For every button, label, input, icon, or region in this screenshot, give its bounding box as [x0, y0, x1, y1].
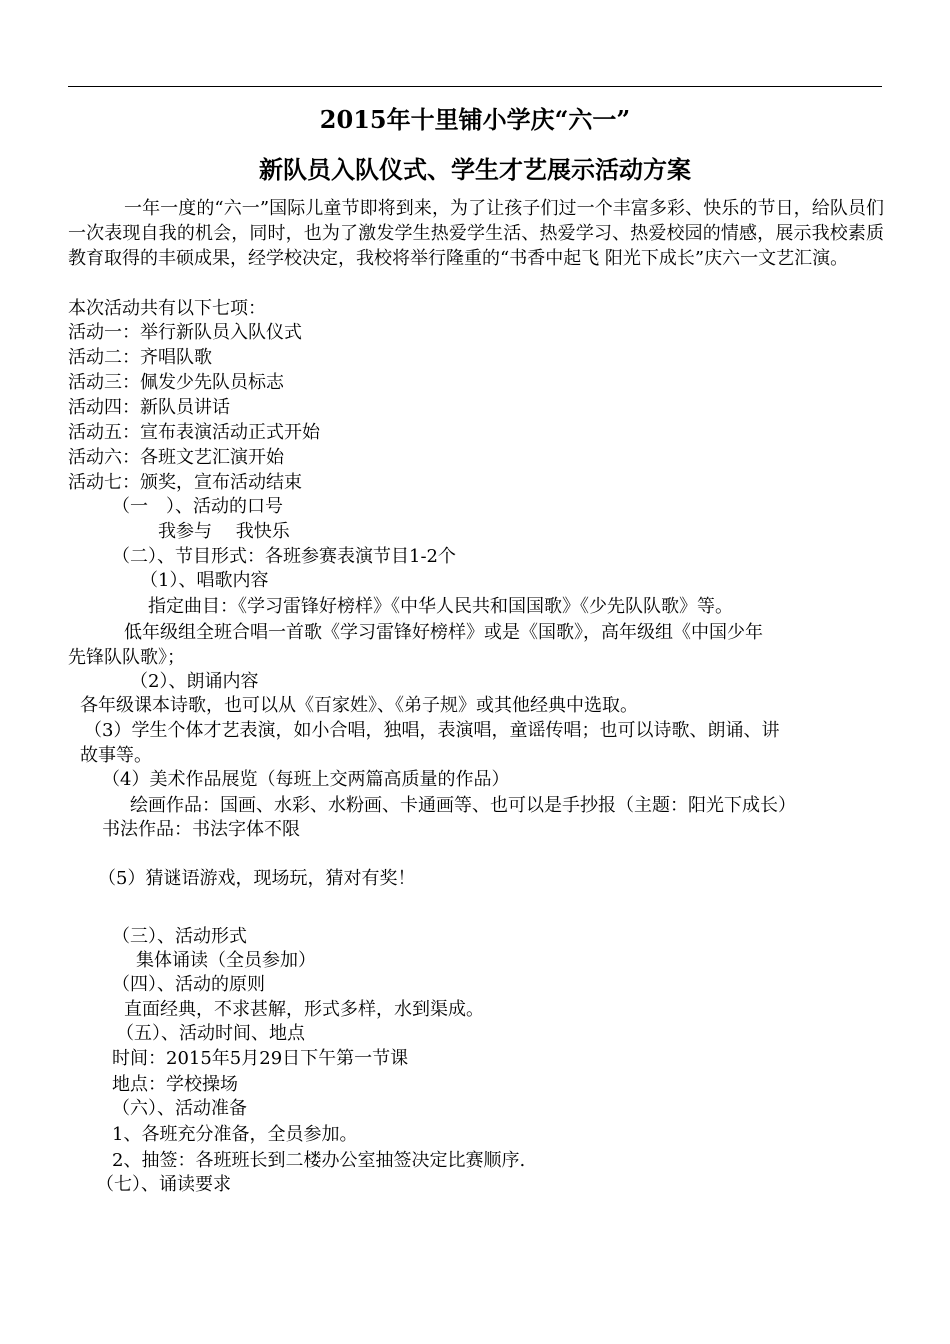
- section-2-3-cont: 故事等。: [80, 745, 152, 766]
- section-5-time: 时间：2015年5月29日下午第一节课: [112, 1048, 409, 1069]
- section-6-item: 1、各班充分准备，全员参加。: [112, 1124, 358, 1145]
- section-1-slogan: 我参与 我快乐: [158, 521, 290, 542]
- intro-paragraph: 一年一度的“六一”国际儿童节即将到来，为了让孩子们过一个丰富多彩、快乐的节日，给队员们一次表现自我的机会，同时，也为了激发学生热爱学生活、热爱学习、热爱校园的情感，展示我校素质教育取得的丰硕成果，经学校决定，我校将举行隆重的“书香中起飞 阳光下成长”庆六一文艺汇演。: [68, 198, 884, 269]
- section-2-heading: （二）、节目形式：各班参赛表演节目1-2个: [112, 546, 456, 567]
- header-rule: [68, 86, 882, 87]
- activity-item: 活动二：齐唱队歌: [68, 347, 212, 368]
- section-2-2-detail: 各年级课本诗歌，也可以从《百家姓》、《弟子规》或其他经典中选取。: [80, 695, 638, 716]
- activity-item: 活动一：举行新队员入队仪式: [68, 322, 302, 343]
- activity-item: 活动五：宣布表演活动正式开始: [68, 422, 320, 443]
- section-5-heading: （五）、活动时间、地点: [116, 1023, 305, 1044]
- section-4-detail: 直面经典，不求甚解，形式多样，水到渠成。: [124, 999, 484, 1020]
- section-2-1-detail-cont: 先锋队队歌》；: [68, 647, 185, 668]
- section-3-detail: 集体诵读（全员参加）: [136, 950, 316, 971]
- section-5-place: 地点：学校操场: [112, 1074, 238, 1095]
- section-2-1-heading: （1）、唱歌内容: [140, 570, 269, 591]
- section-2-4-calligraphy: 书法作品：书法字体不限: [102, 819, 300, 840]
- document-title-line-1: 2015年十里铺小学庆“六一”: [319, 105, 631, 134]
- section-3-heading: （三）、活动形式: [112, 926, 247, 947]
- section-2-3: （3）学生个体才艺表演，如小合唱，独唱，表演唱，童谣传唱；也可以诗歌、朗诵、讲: [84, 720, 780, 741]
- document-title-line-2: 新队员入队仪式、学生才艺展示活动方案: [259, 155, 691, 184]
- activity-item: 活动六：各班文艺汇演开始: [68, 447, 284, 468]
- activity-item: 活动四：新队员讲话: [68, 397, 230, 418]
- section-2-5: （5）猜谜语游戏，现场玩，猜对有奖！: [98, 868, 416, 889]
- section-2-4-painting: 绘画作品：国画、水彩、水粉画、卡通画等、也可以是手抄报（主题：阳光下成长）: [130, 795, 796, 816]
- activity-item: 活动七：颁奖，宣布活动结束: [68, 472, 302, 493]
- activities-intro: 本次活动共有以下七项：: [68, 298, 266, 319]
- activity-item: 活动三：佩发少先队员标志: [68, 372, 284, 393]
- section-6-heading: （六）、活动准备: [112, 1098, 247, 1119]
- section-2-2-heading: （2）、朗诵内容: [130, 671, 259, 692]
- section-2-1-songs: 指定曲目：《学习雷锋好榜样》《中华人民共和国国歌》《少先队队歌》等。: [148, 596, 733, 617]
- section-1-heading: （一 ）、活动的口号: [112, 496, 283, 517]
- section-7-heading: （七）、诵读要求: [96, 1174, 231, 1195]
- section-4-heading: （四）、活动的原则: [112, 974, 265, 995]
- section-6-item: 2、抽签：各班班长到二楼办公室抽签决定比赛顺序.: [112, 1150, 526, 1171]
- section-2-1-detail: 低年级组全班合唱一首歌《学习雷锋好榜样》或是《国歌》，高年级组《中国少年: [124, 622, 763, 643]
- section-2-4-heading: （4）美术作品展览（每班上交两篇高质量的作品）: [102, 769, 510, 790]
